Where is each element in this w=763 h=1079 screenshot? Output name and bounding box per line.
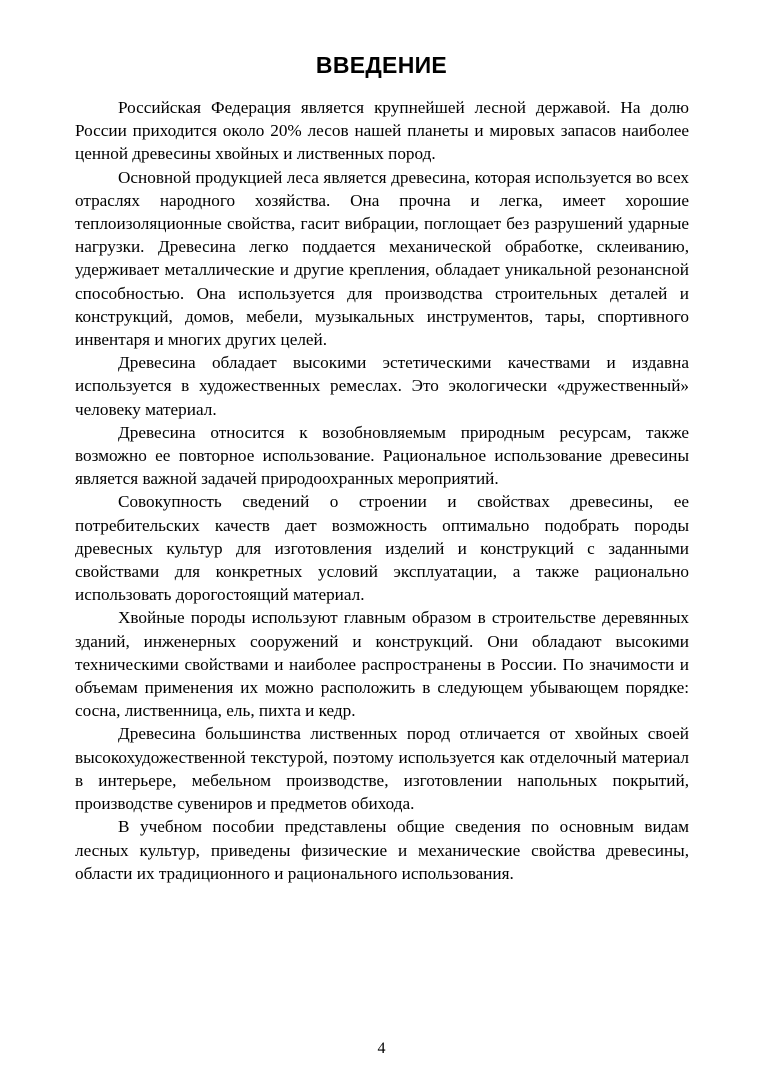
page-number: 4 <box>377 1040 386 1057</box>
paragraph: Основной продукцией леса является древесина, которая используется во всех отраслях народного хозяйства. Она прочна и легка, имеет хорошие теплоизоляционные свойства, гасит вибрации, поглощает без разрушений ударные нагрузки. Древесина легко поддается механической обработке, склеиванию, удерживает металлические и другие крепления, обладает уникальной резонансной способностью. Она используется для производства строительных деталей и конструкций, домов, мебели, музыкальных инструментов, тары, спортивного инвентаря и многих других целей. <box>75 167 689 350</box>
paragraph: Древесина обладает высокими эстетическими качествами и издавна используется в художественных ремеслах. Это экологически «дружественный» человеку материал. <box>75 353 689 419</box>
paragraph: В учебном пособии представлены общие сведения по основным видам лесных культур, приведены физические и механические свойства древесины, области их традиционного и рационального использования. <box>75 817 689 883</box>
paragraph: Древесина большинства лиственных пород отличается от хвойных своей высокохудожественной текстурой, поэтому используется как отделочный материал в интерьере, мебельном производстве, изготовлении напольных покрытий, производстве сувениров и предметов обихода. <box>75 724 689 814</box>
paragraph: Российская Федерация является крупнейшей лесной державой. На долю России приходится около 20% лесов нашей планеты и мировых запасов наиболее ценной древесины хвойных и лиственных пород. <box>75 98 689 164</box>
paragraph: Хвойные породы используют главным образом в строительстве деревянных зданий, инженерных сооружений и конструкций. Они обладают высокими техническими свойствами и наиболее распространены в России. По значимости и объемам применения их можно расположить в следующем убывающем порядке: сосна, лиственница, ель, пихта и кедр. <box>75 608 689 721</box>
paragraph: Древесина относится к возобновляемым природным ресурсам, также возможно ее повторное использование. Рациональное использование древесины является важной задачей природоохранных мероприятий. <box>75 422 689 489</box>
body-text <box>75 96 689 885</box>
paragraph: Совокупность сведений о строении и свойствах древесины, ее потребительских качеств дает возможность оптимально подобрать породы древесных культур для изготовления изделий и конструкций с заданными свойствами для конкретных условий эксплуатации, а также рационально использовать дорогостоящий материал. <box>75 492 689 605</box>
page-title: ВВЕДЕНИЕ <box>315 52 448 78</box>
